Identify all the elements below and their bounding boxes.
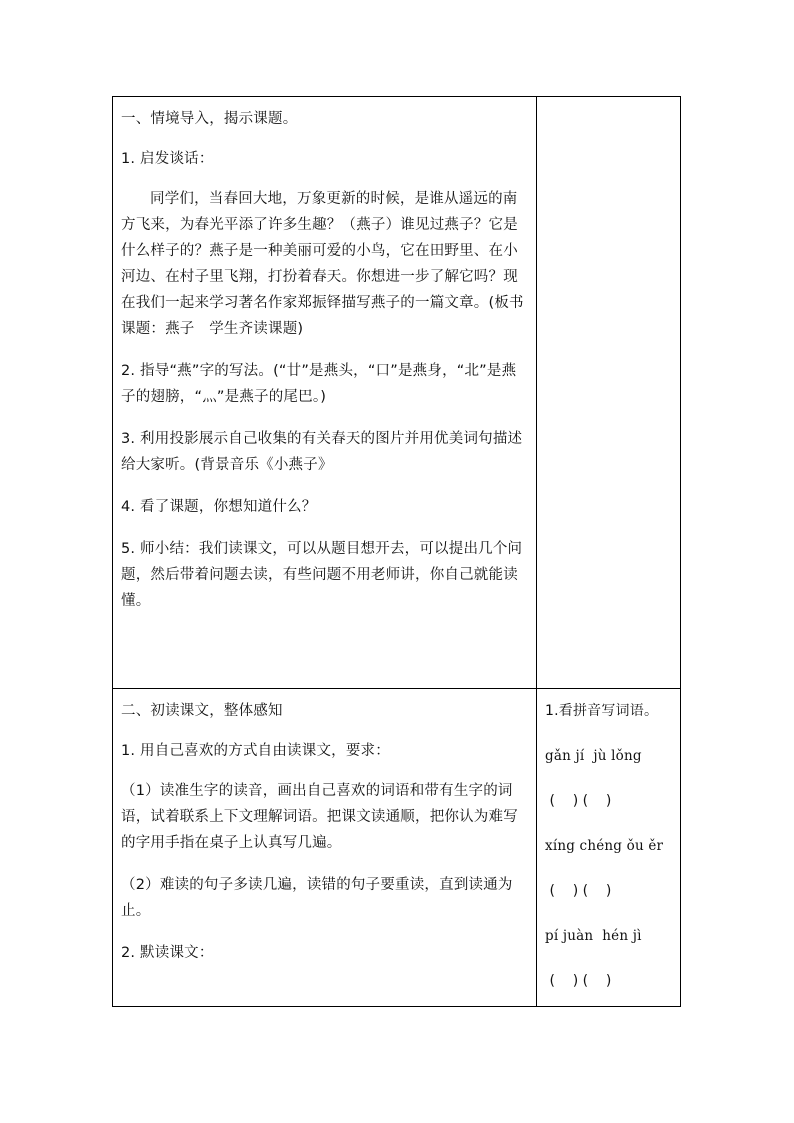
- lesson-content-cell: [113, 97, 537, 689]
- table-row: [113, 97, 681, 689]
- step-heading: 2. 默读课文：: [121, 945, 214, 961]
- notes-cell-empty: [537, 97, 681, 689]
- pinyin-line: xíng chéng ǒu ěr: [545, 838, 664, 854]
- table-row: [113, 689, 681, 1007]
- exercise-cell: [537, 689, 681, 1007]
- section-heading: 一、情境导入，揭示课题。: [121, 111, 298, 127]
- answer-blanks: ( ) ( ): [545, 973, 612, 989]
- exercise-title: 1.看拼音写词语。: [545, 703, 659, 719]
- teacher-talk-paragraph: 同学们，当春回大地，万象更新的时候，是谁从遥远的南方飞来，为春光平添了许多生趣？（燕子）谁见过燕子？它是什么样子的？燕子是一种美丽可爱的小鸟，它在田野里、在小河边、在村子里飞翔，打扮着春天。你想进一步了解它吗？现在我们一起来学习著名作家郑振铎描写燕子的一篇文章。(板书课题：燕子 学生齐读课题): [121, 191, 524, 337]
- requirement-paragraph: （2）难读的句子多读几遍，读错的句子要重读，直到读通为止。: [121, 877, 513, 919]
- answer-blanks: ( ) ( ): [545, 793, 612, 809]
- summary-paragraph: 5. 师小结：我们读课文，可以从题目想开去，可以提出几个问题，然后带着问题去读，有些问题不用老师讲，你自己就能读懂。: [121, 541, 523, 609]
- step-heading: 1. 用自己喜欢的方式自由读课文，要求：: [121, 743, 390, 759]
- step-heading: 1. 启发谈话：: [121, 151, 214, 167]
- lesson-content-cell: [113, 689, 537, 1007]
- pinyin-line: pí juàn hén jì: [545, 928, 642, 944]
- requirement-paragraph: （1）读准生字的读音，画出自己喜欢的词语和带有生字的词语，试着联系上下文理解词语。把课文读通顺，把你认为难写的字用手指在桌子上认真写几遍。: [121, 783, 518, 851]
- pinyin-line: gǎn jí jù lǒng: [545, 748, 642, 764]
- projection-paragraph: 3. 利用投影展示自己收集的有关春天的图片并用优美词句描述给大家听。(背景音乐《小燕子》: [121, 431, 523, 473]
- question-paragraph: 4. 看了课题，你想知道什么？: [121, 499, 317, 515]
- lesson-plan-table: [112, 96, 681, 1007]
- section-heading: 二、初读课文，整体感知: [121, 703, 283, 719]
- writing-guide-paragraph: 2. 指导“燕”字的写法。(“廿”是燕头，“口”是燕身，“北”是燕子的翅膀，“灬”是燕子的尾巴。): [121, 363, 517, 405]
- answer-blanks: ( ) ( ): [545, 883, 612, 899]
